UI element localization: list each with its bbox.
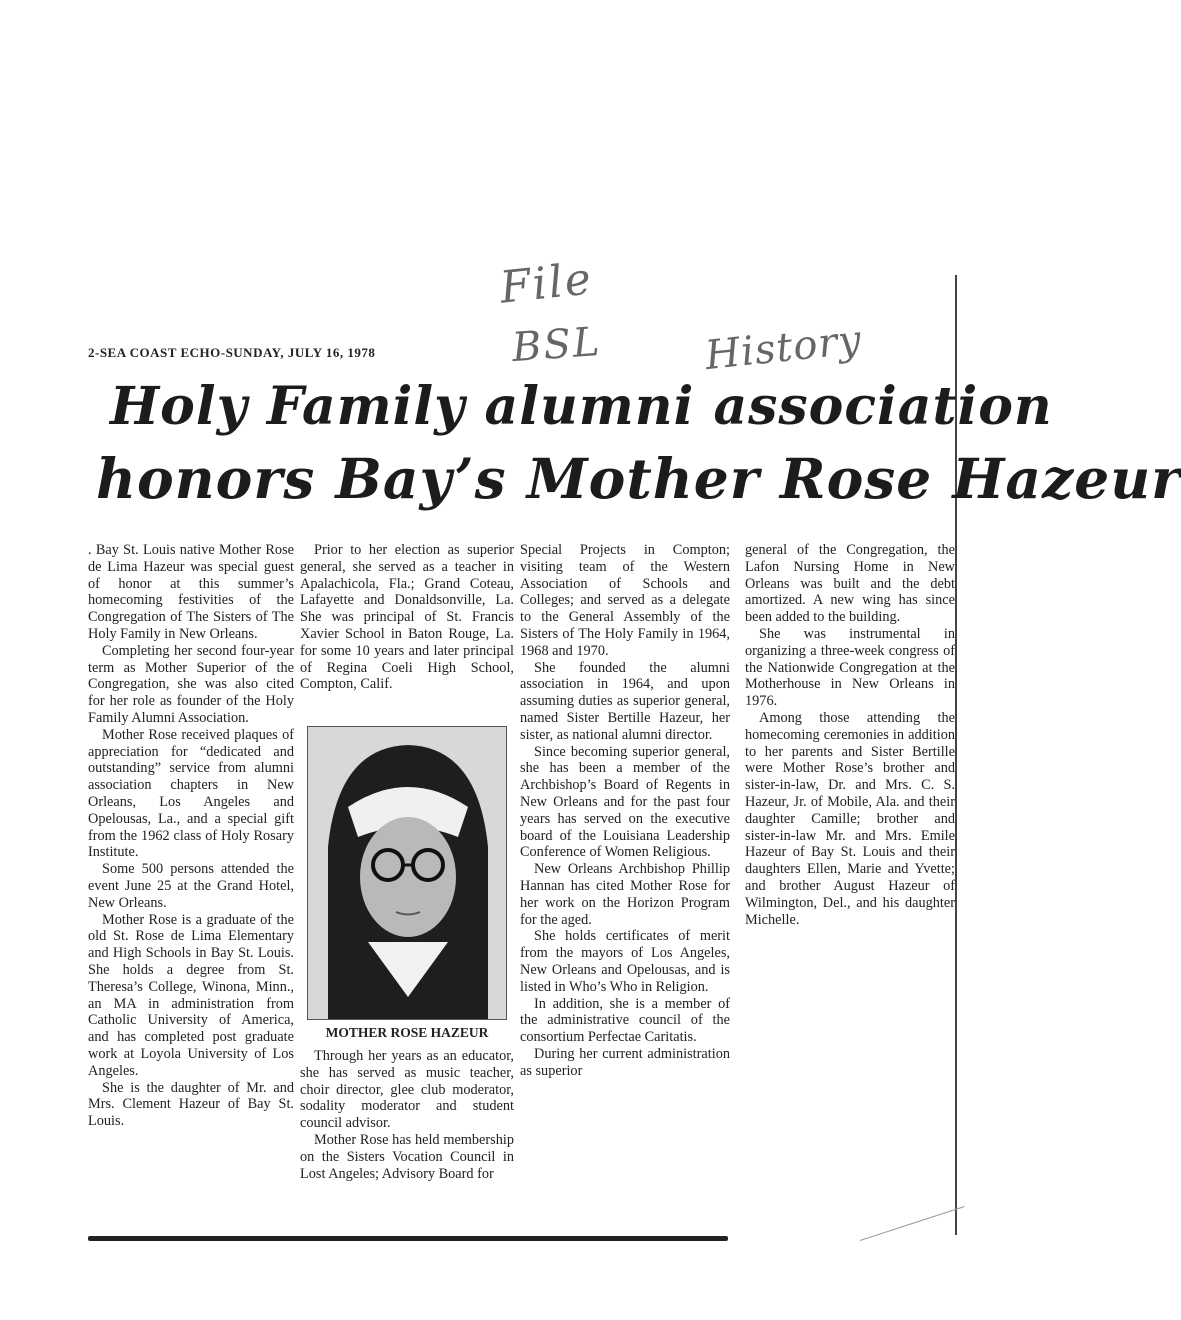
headline-line-2: honors Bay’s Mother Rose Hazeur bbox=[96, 446, 1181, 511]
paragraph: She holds certificates of merit from the mayors of Los Angeles, New Orleans and Opelousas, and is listed in Who’s Who in Religion. bbox=[520, 928, 730, 995]
paragraph: During her current administration as superior bbox=[520, 1045, 730, 1079]
paragraph: In addition, she is a member of the administrative council of the consortium Perfectae Caritatis. bbox=[520, 995, 730, 1046]
dateline: 2-SEA COAST ECHO-SUNDAY, JULY 16, 1978 bbox=[88, 345, 376, 360]
portrait-illustration bbox=[308, 727, 506, 1019]
headline-line-1: Holy Family alumni association bbox=[110, 376, 1053, 437]
paragraph: New Orleans Archbishop Phillip Hannan has cited Mother Rose for her work on the Horizon Program for the aged. bbox=[520, 861, 730, 928]
paragraph: Some 500 persons attended the event June 25 at the Grand Hotel, New Orleans. bbox=[88, 861, 294, 911]
clipping-fold bbox=[860, 1206, 965, 1241]
handwritten-note-history: History bbox=[703, 316, 865, 380]
paragraph: Prior to her election as superior general, she served as a teacher in Apalachicola, Fla.; Grand Coteau, Lafayette and Donaldsonville, La. She was principal of St. Francis Xavier School in Baton Rouge, La. for some 10 years and later principal of Regina Coeli High School, Compton, Calif. bbox=[300, 542, 514, 693]
photo-caption: MOTHER ROSE HAZEUR bbox=[325, 1025, 489, 1040]
article-column-1 bbox=[88, 542, 294, 1130]
paragraph: Mother Rose received plaques of appreciation for “dedicated and outstanding” service from alumni association chapters in New Orleans, Los Angeles and Opelousas, La., and a special gift from the 1962 class of Holy Rosary Institute. bbox=[88, 726, 294, 861]
paragraph: She was instrumental in organizing a three-week congress of the Nationwide Congregation at the Motherhouse in New Orleans in 1976. bbox=[745, 625, 955, 710]
paragraph: . Bay St. Louis native Mother Rose de Lima Hazeur was special guest of honor at this summer’s homecoming festivities of the Congregation of The Sisters of The Holy Family in New Orleans. bbox=[88, 542, 294, 642]
paragraph: Mother Rose has held membership on the Sisters Vocation Council in Lost Angeles; Advisory Board for bbox=[300, 1131, 514, 1182]
paragraph: Special Projects in Compton; visiting team of the Western Association of Schools and Colleges; and served as a delegate to the General Assembly of the Sisters of The Holy Family in 1964, 1968 and 1970. bbox=[520, 542, 730, 659]
paragraph: She is the daughter of Mr. and Mrs. Clement Hazeur of Bay St. Louis. bbox=[88, 1079, 294, 1130]
paragraph: Completing her second four-year term as Mother Superior of the Congregation, she was also cited for her role as founder of the Holy Family Alumni Association. bbox=[88, 642, 294, 726]
paragraph: general of the Congregation, the Lafon Nursing Home in New Orleans was built and the debt amortized. A new wing has since been added to the building. bbox=[745, 542, 955, 626]
paragraph: Among those attending the homecoming ceremonies in addition to her parents and Sister Bertille were Mother Rose’s brother and sister-in-law, Dr. and Mrs. C. S. Hazeur, Jr. of Mobile, Ala. and their daughter Camille; brother and sister-in-law Mr. and Mrs. Emile Hazeur of Bay St. Louis and their daughters Ellen, Marie and Yvette; and brother August Hazeur of Wilmington, Del., and his daughter Michelle. bbox=[745, 709, 955, 928]
article-column-4 bbox=[745, 542, 955, 928]
portrait-photo bbox=[307, 726, 507, 1020]
paragraph: Through her years as an educator, she has served as music teacher, choir director, glee club moderator, sodality moderator and student council advisor. bbox=[300, 1048, 514, 1132]
handwritten-note-bsl: BSL bbox=[510, 318, 603, 372]
article-column-3 bbox=[520, 542, 730, 1080]
paragraph: She founded the alumni association in 1964, and upon assuming duties as superior general, named Sister Bertille Hazeur, her sister, as national alumni director. bbox=[520, 659, 730, 743]
article-column-2-continued bbox=[300, 1048, 514, 1182]
handwritten-note-file: File bbox=[497, 253, 596, 314]
article-column-2 bbox=[300, 542, 514, 693]
bottom-rule bbox=[88, 1236, 728, 1241]
paragraph: Mother Rose is a graduate of the old St. Rose de Lima Elementary and High Schools in Bay St. Louis. She holds a degree from St. Theresa’s College, Winona, Minn., an MA in administration from Catholic University of America, and has completed post graduate work at Loyola University of Los Angeles. bbox=[88, 911, 294, 1079]
paragraph: Since becoming superior general, she has been a member of the Archbishop’s Board of Regents in New Orleans and for the past four years has served on the executive board of the Louisiana Leadership Conference of Women Religious. bbox=[520, 743, 730, 861]
